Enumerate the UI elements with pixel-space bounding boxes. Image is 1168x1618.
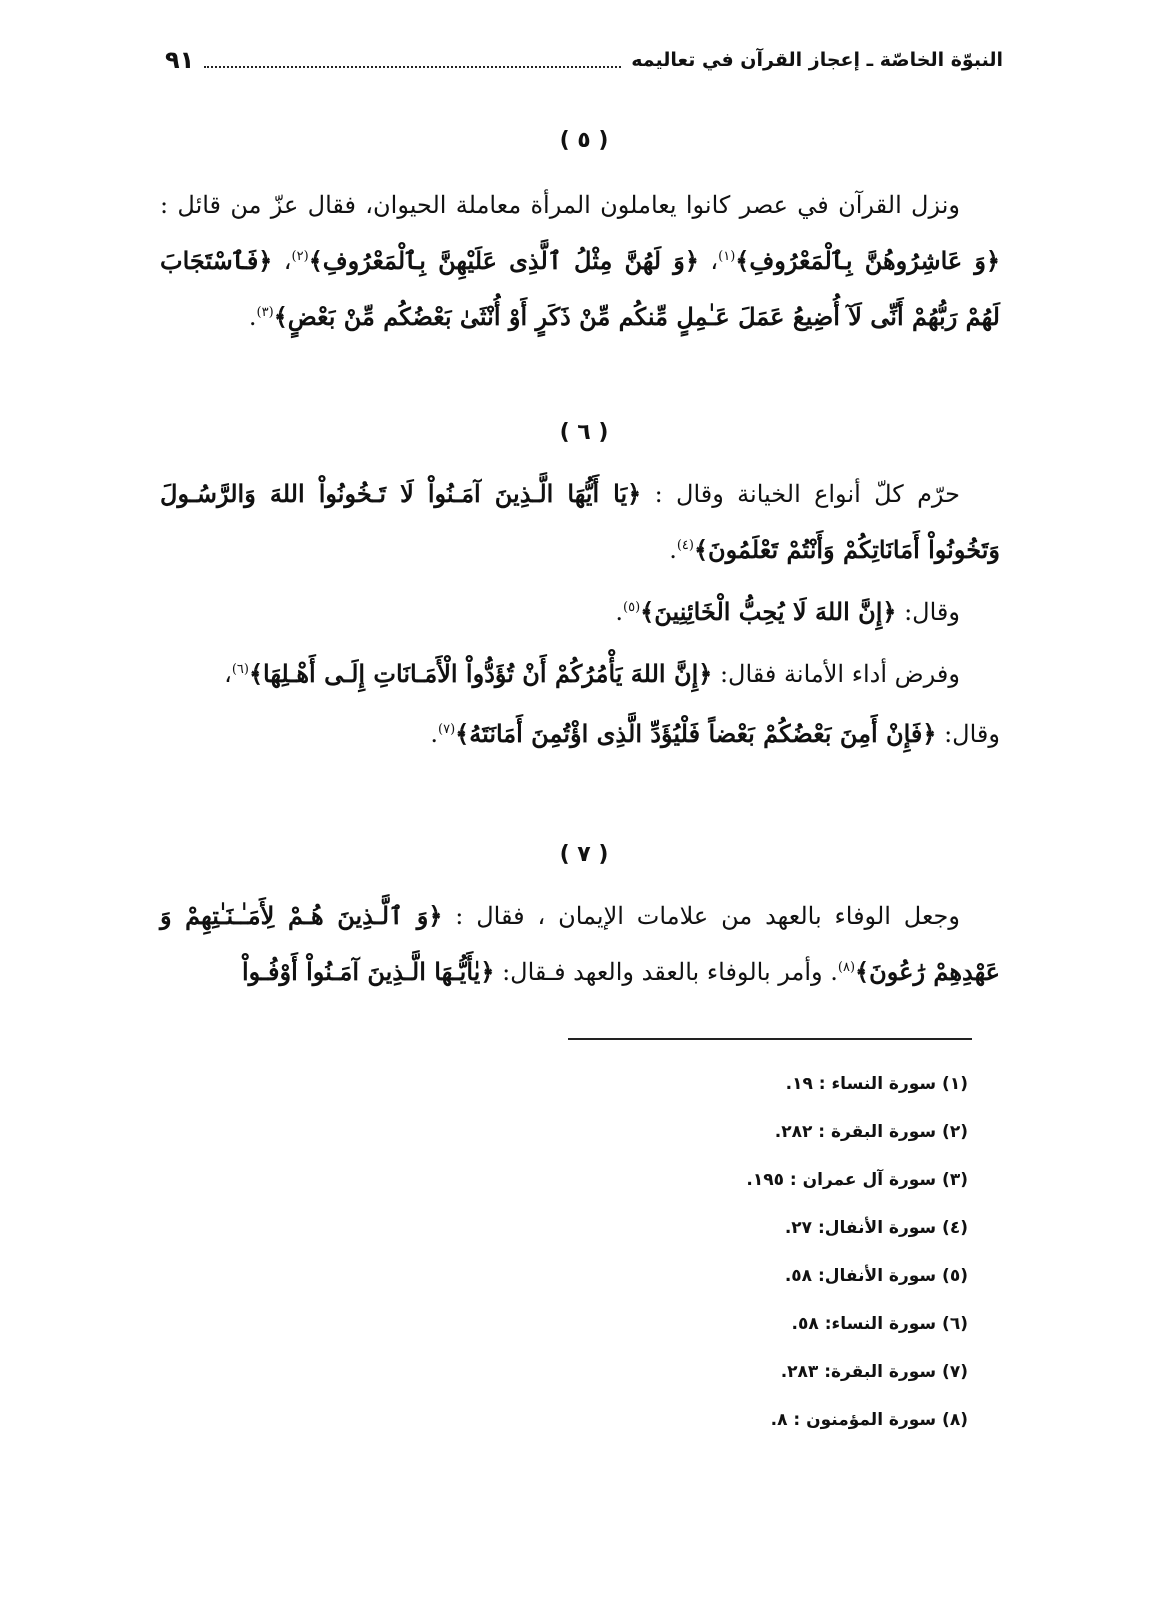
section-7-text: وجعل الوفاء بالعهد من علامات الإيمان ، فقال :	[455, 902, 960, 930]
section-7-text: وأمر بالوفاء بالعقد والعهد فـقال:	[502, 958, 823, 986]
quran-verse: ﴿فَإِنْ أَمِنَ بَعْضُكُمْ بَعْضاً فَلْيُؤَدِّ الَّذِى اؤْتُمِنَ أَمَانَتَهُ﴾	[455, 719, 937, 748]
footnote: (٢) سورة البقرة : ٢٨٢.	[774, 1122, 968, 1142]
section-6-paragraph-3: وفرض أداء الأمانة فقال: ﴿إِنَّ اللهَ يَأْمُرُكُمْ أَنْ تُؤَدُّواْ الْأَمَـانَاتِ إِلَـى أَهْـلِهَا﴾$^{(٦)}$،	[224, 659, 960, 688]
footnote: (٥) سورة الأنفال: ٥٨.	[784, 1266, 968, 1286]
quran-verse: ﴿وَ عَاشِرُوهُنَّ بِٱلْمَعْرُوفِ﴾	[735, 246, 1001, 275]
page-number: ٩١	[165, 46, 195, 74]
leader-dots	[204, 52, 621, 68]
section-6-text: وفرض أداء الأمانة فقال:	[719, 660, 960, 688]
section-number-7: ( ٧ )	[559, 842, 609, 867]
footnote-ref: (٨)	[837, 960, 856, 975]
footnote-ref: (٦)	[231, 662, 249, 677]
footnotes-list	[746, 1060, 968, 1444]
section-6-text: حرّم كلّ أنواع الخيانة وقال :	[654, 480, 961, 508]
section-5-text: ونزل القرآن في عصر كانوا يعاملون المرأة معاملة الحيوان، فقال عزّ من قائل :	[160, 191, 960, 219]
quran-verse: ﴿فَٱسْتَجَابَ لَهُمْ رَبُّهُمْ أَنِّى لَآ أُضِيعُ عَمَلَ عَـٰمِلٍ مِّنكُم مِّنْ ذَكَرٍ أَوْ أُنْثَىٰ بَعْضُكُم مِّنْ بَعْضٍ﴾	[160, 246, 1000, 331]
footnote-ref: (٣)	[256, 305, 274, 320]
footnote: (٣) سورة آل عمران : ١٩٥.	[746, 1170, 968, 1190]
footnote-ref: (٥)	[623, 600, 641, 615]
section-6-text: وقال:	[904, 598, 960, 626]
footnote: (٤) سورة الأنفال: ٢٧.	[784, 1218, 968, 1238]
footnote-ref: (٤)	[676, 538, 694, 553]
section-7-paragraph: وجعل الوفاء بالعهد من علامات الإيمان ، فقال : ﴿وَ ٱلَّـذِينَ هُـمْ لِأَمَـٰـنَـٰتِهِمْ وَ عَهْدِهِمْ رَٰعُونَ﴾$^{(٨)}$. وأمر بالوفاء بالعقد والعهد فـقال: ﴿يٰأَيُّـهَا الَّـذِينَ آمَـنُواْ أَوْفُـواْ	[160, 901, 1000, 986]
section-number-6: ( ٦ )	[559, 420, 609, 445]
quran-verse: ﴿يَا أَيُّهَا الَّـذِينَ آمَـنُواْ لَا تَـخُونُواْ اللهَ وَالرَّسُـولَ وَتَخُونُواْ أَمَانَاتِكُمْ وَأَنْتُمْ تَعْلَمُونَ﴾	[160, 479, 1000, 564]
footnote: (١) سورة النساء : ١٩.	[785, 1074, 968, 1094]
footnote-ref: (١)	[718, 249, 736, 264]
quran-verse: ﴿إِنَّ اللهَ يَأْمُرُكُمْ أَنْ تُؤَدُّواْ الْأَمَـانَاتِ إِلَـى أَهْـلِهَا﴾	[248, 659, 713, 688]
footnote: (٧) سورة البقرة: ٢٨٣.	[780, 1362, 968, 1382]
quran-verse: ﴿إِنَّ اللهَ لَا يُحِبُّ الْخَائِنِينَ﴾	[640, 597, 897, 626]
section-6-text: وقال:	[944, 720, 1000, 748]
quran-verse: ﴿يٰأَيُّـهَا الَّـذِينَ آمَـنُواْ أَوْفُـواْ	[241, 957, 495, 986]
running-header	[165, 40, 1003, 80]
section-6-paragraph-4: وقال: ﴿فَإِنْ أَمِنَ بَعْضُكُمْ بَعْضاً فَلْيُؤَدِّ الَّذِى اؤْتُمِنَ أَمَانَتَهُ﴾$^{(٧)}$.	[430, 719, 1000, 748]
quran-verse: ﴿وَ ٱلَّـذِينَ هُـمْ لِأَمَـٰـنَـٰتِهِمْ وَ عَهْدِهِمْ رَٰعُونَ﴾	[160, 901, 1000, 986]
footnote: (٨) سورة المؤمنون : ٨.	[770, 1410, 968, 1430]
section-number-5: ( ٥ )	[559, 128, 609, 153]
footnote: (٦) سورة النساء: ٥٨.	[791, 1314, 968, 1334]
section-6-paragraph-1: حرّم كلّ أنواع الخيانة وقال : ﴿يَا أَيُّهَا الَّـذِينَ آمَـنُواْ لَا تَـخُونُواْ اللهَ وَالرَّسُـولَ وَتَخُونُواْ أَمَانَاتِكُمْ وَأَنْتُمْ تَعْلَمُونَ﴾$^{(٤)}$.	[160, 479, 1000, 564]
footnote-separator	[568, 1038, 972, 1040]
footnote-ref: (٢)	[291, 249, 309, 264]
quran-verse: ﴿وَ لَهُنَّ مِثْلُ ٱلَّذِى عَلَيْهِنَّ بِٱلْمَعْرُوفِ﴾	[308, 246, 699, 275]
section-6-paragraph-2: وقال: ﴿إِنَّ اللهَ لَا يُحِبُّ الْخَائِنِينَ﴾$^{(٥)}$.	[615, 597, 960, 626]
footnote-ref: (٧)	[438, 722, 456, 737]
section-5-paragraph: ونزل القرآن في عصر كانوا يعاملون المرأة معاملة الحيوان، فقال عزّ من قائل : ﴿وَ عَاشِرُوهُنَّ بِٱلْمَعْرُوفِ﴾$^{(١)}$، ﴿وَ لَهُنَّ مِثْلُ ٱلَّذِى عَلَيْهِنَّ بِٱلْمَعْرُوفِ﴾$^{(٢)}$، ﴿فَٱسْتَجَابَ لَهُمْ رَبُّهُمْ أَنِّى لَآ أُضِيعُ عَمَلَ عَـٰمِلٍ مِّنكُم مِّنْ ذَكَرٍ أَوْ أُنْثَىٰ بَعْضُكُم مِّنْ بَعْضٍ﴾$^{(٣)}$.	[160, 191, 1001, 331]
running-title: النبوّة الخاصّة ـ إعجاز القرآن في تعاليمه	[631, 49, 1003, 71]
